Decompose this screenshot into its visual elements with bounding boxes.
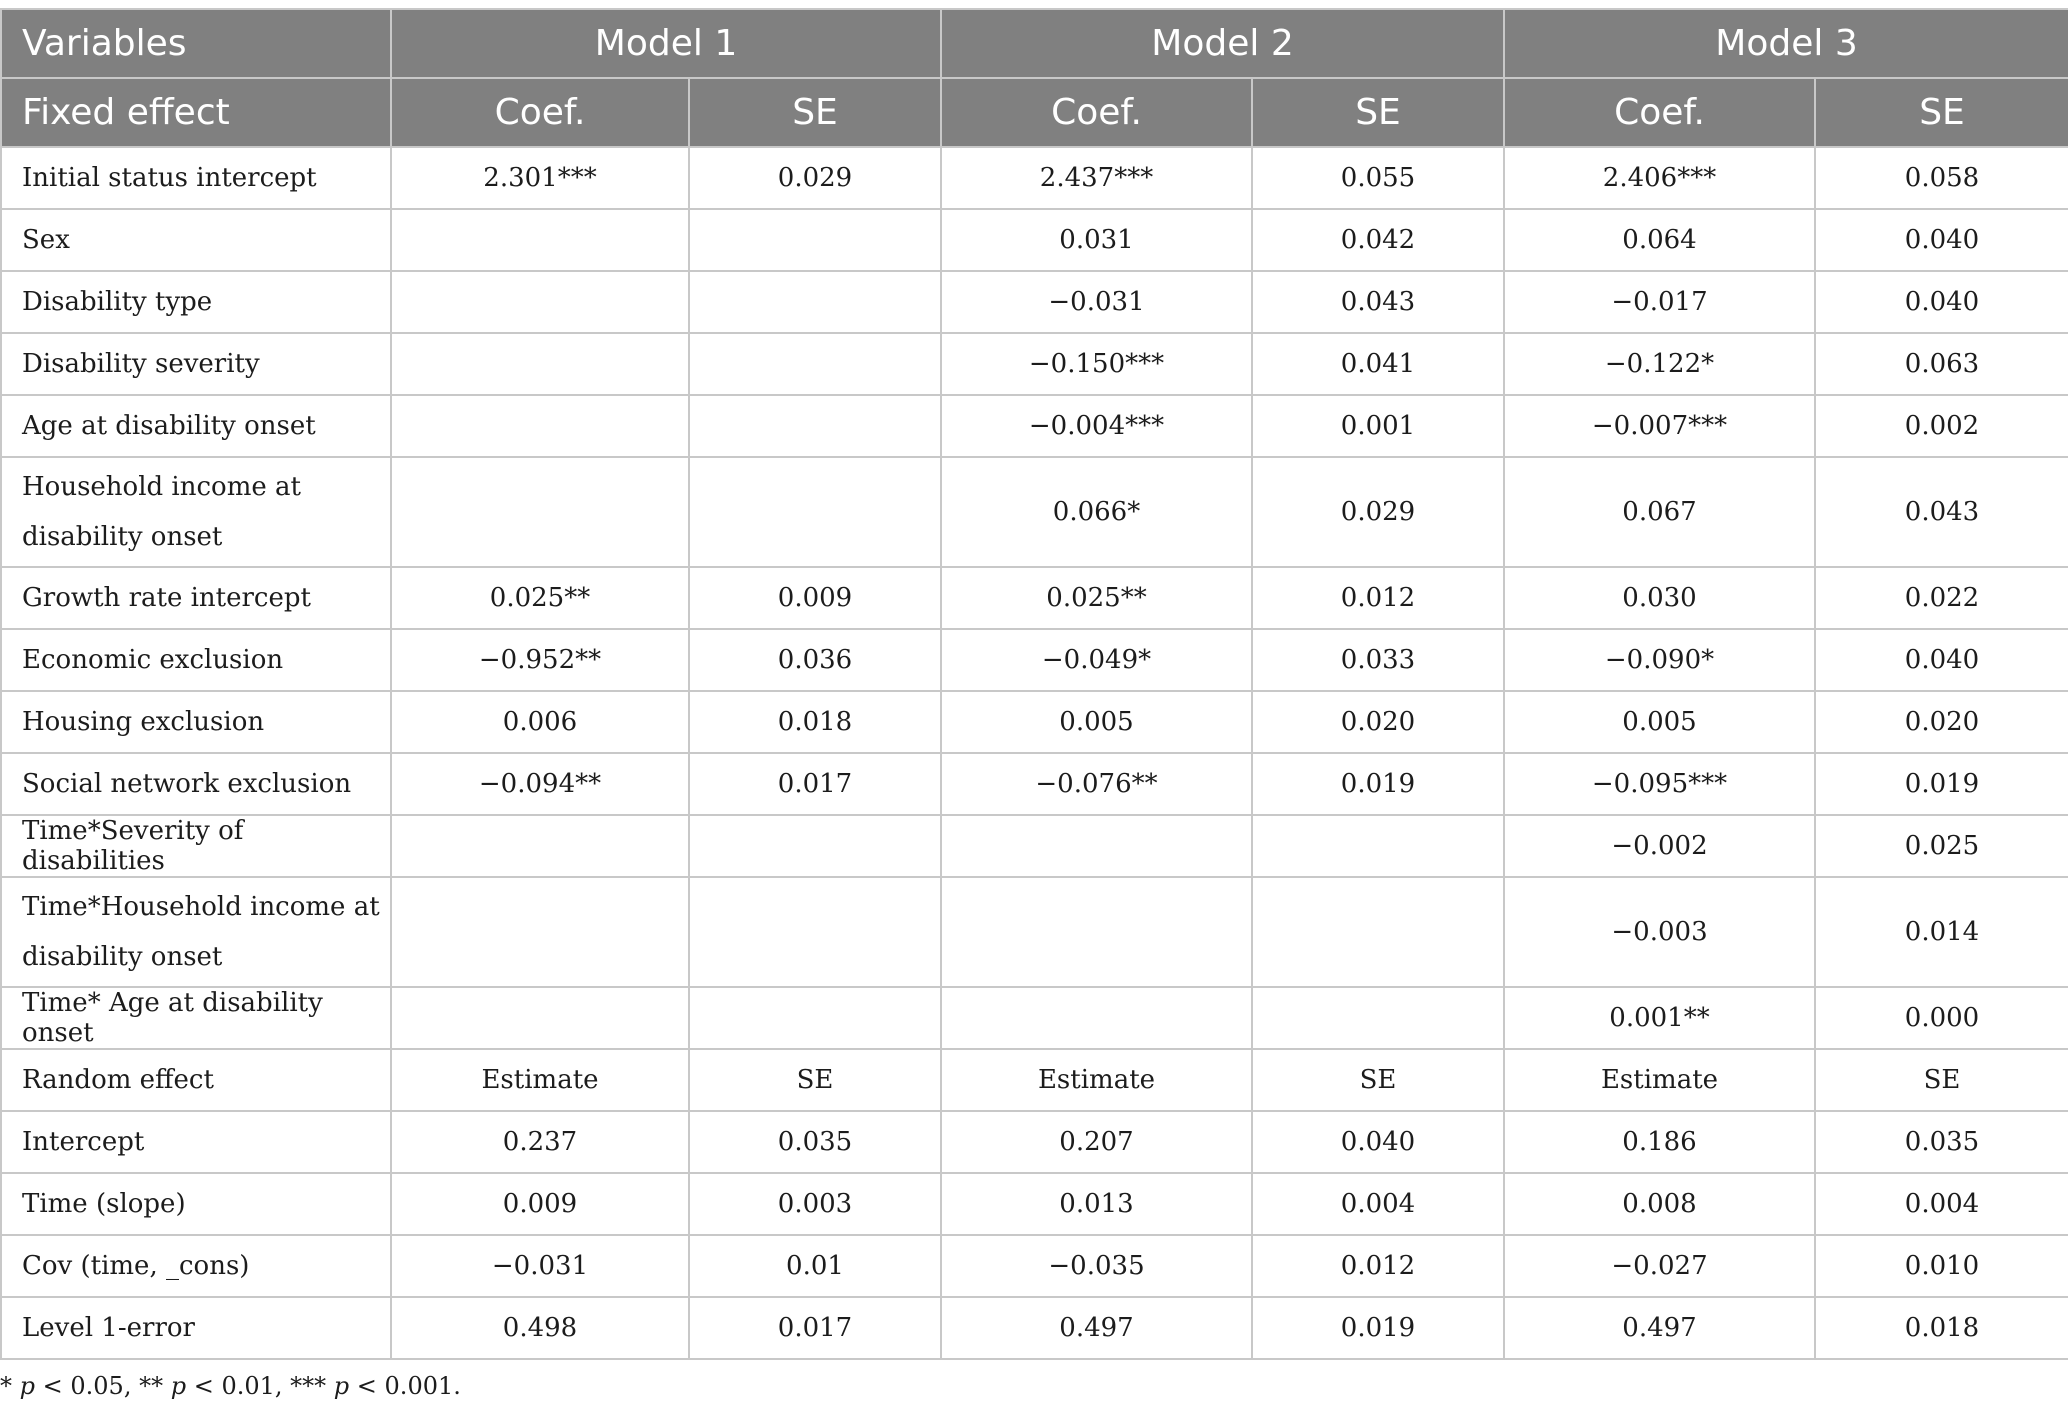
se-cell: 0.017 [689, 1297, 941, 1359]
se-cell: 0.002 [1815, 395, 2068, 457]
table-header [1, 9, 2068, 147]
se-cell: 0.019 [1815, 753, 2068, 815]
se-cell [689, 333, 941, 395]
coef-cell: −0.027 [1504, 1235, 1815, 1297]
se-cell: SE [689, 1049, 941, 1111]
se-cell [1252, 987, 1504, 1049]
table-row [1, 1049, 2068, 1111]
coef-cell: 0.025** [941, 567, 1252, 629]
se-cell: 0.012 [1252, 567, 1504, 629]
row-label: Growth rate intercept [1, 567, 391, 629]
se-cell: 0.000 [1815, 987, 2068, 1049]
se-cell [689, 271, 941, 333]
coef-cell: −0.035 [941, 1235, 1252, 1297]
se-cell [1252, 877, 1504, 987]
row-label: Time* Age at disability onset [1, 987, 391, 1049]
coef-cell: −0.094** [391, 753, 689, 815]
coef-cell: −0.004*** [941, 395, 1252, 457]
coef-cell: Estimate [941, 1049, 1252, 1111]
coef-cell: Estimate [1504, 1049, 1815, 1111]
header-coef: Coef. [1504, 78, 1815, 147]
se-cell: 0.014 [1815, 877, 2068, 987]
coef-cell [391, 209, 689, 271]
header-fixed-effect: Fixed effect [1, 78, 391, 147]
se-cell: 0.020 [1815, 691, 2068, 753]
se-cell: 0.029 [689, 147, 941, 209]
table-row [1, 333, 2068, 395]
se-cell: 0.063 [1815, 333, 2068, 395]
coef-cell: −0.002 [1504, 815, 1815, 877]
se-cell: 0.058 [1815, 147, 2068, 209]
header-se: SE [1252, 78, 1504, 147]
coef-cell: 2.437*** [941, 147, 1252, 209]
row-label: Time (slope) [1, 1173, 391, 1235]
table-row [1, 1235, 2068, 1297]
table-row [1, 691, 2068, 753]
se-cell: 0.041 [1252, 333, 1504, 395]
se-cell: 0.009 [689, 567, 941, 629]
se-cell [689, 457, 941, 567]
footnote-part: < 0.05, ** [35, 1372, 171, 1400]
coef-cell: −0.076** [941, 753, 1252, 815]
coef-cell: 0.025** [391, 567, 689, 629]
header-coef: Coef. [941, 78, 1252, 147]
coef-cell [391, 877, 689, 987]
coef-cell: −0.031 [941, 271, 1252, 333]
se-cell: 0.040 [1815, 271, 2068, 333]
row-label: Intercept [1, 1111, 391, 1173]
row-label: Sex [1, 209, 391, 271]
coef-cell: −0.007*** [1504, 395, 1815, 457]
se-cell: 0.025 [1815, 815, 2068, 877]
header-se: SE [1815, 78, 2068, 147]
coef-cell: 2.406*** [1504, 147, 1815, 209]
se-cell [689, 815, 941, 877]
coef-cell [391, 987, 689, 1049]
coef-cell: 0.006 [391, 691, 689, 753]
coef-cell [941, 877, 1252, 987]
se-cell: 0.004 [1815, 1173, 2068, 1235]
se-cell: 0.010 [1815, 1235, 2068, 1297]
table-row [1, 147, 2068, 209]
coef-cell: 0.066* [941, 457, 1252, 567]
coef-cell: 0.008 [1504, 1173, 1815, 1235]
coef-cell: 0.005 [941, 691, 1252, 753]
table-row [1, 1173, 2068, 1235]
coef-cell: 0.498 [391, 1297, 689, 1359]
coef-cell: −0.017 [1504, 271, 1815, 333]
footnote-part: < 0.001. [349, 1372, 461, 1400]
row-label: Initial status intercept [1, 147, 391, 209]
se-cell: 0.004 [1252, 1173, 1504, 1235]
coef-cell [391, 395, 689, 457]
se-cell: 0.040 [1815, 629, 2068, 691]
header-variables: Variables [1, 9, 391, 78]
se-cell: 0.01 [689, 1235, 941, 1297]
table-row [1, 271, 2068, 333]
row-label: Household income at disability onset [1, 457, 391, 567]
row-label: Social network exclusion [1, 753, 391, 815]
coef-cell: 0.013 [941, 1173, 1252, 1235]
se-cell: 0.043 [1815, 457, 2068, 567]
header-coef: Coef. [391, 78, 689, 147]
footnote-p: p [19, 1372, 36, 1400]
coef-cell: −0.952** [391, 629, 689, 691]
coef-cell: −0.003 [1504, 877, 1815, 987]
se-cell: 0.033 [1252, 629, 1504, 691]
coef-cell [391, 271, 689, 333]
coef-cell: −0.031 [391, 1235, 689, 1297]
se-cell: 0.020 [1252, 691, 1504, 753]
coef-cell: 0.031 [941, 209, 1252, 271]
se-cell: 0.042 [1252, 209, 1504, 271]
coef-cell: 0.497 [941, 1297, 1252, 1359]
header-row-columns [1, 78, 2068, 147]
coef-cell: −0.122* [1504, 333, 1815, 395]
row-label: Cov (time, _cons) [1, 1235, 391, 1297]
table-row [1, 877, 2068, 987]
header-se: SE [689, 78, 941, 147]
coef-cell: −0.090* [1504, 629, 1815, 691]
se-cell [689, 209, 941, 271]
header-model-2: Model 2 [941, 9, 1504, 78]
coef-cell: 0.207 [941, 1111, 1252, 1173]
coef-cell: 0.009 [391, 1173, 689, 1235]
table-body [1, 147, 2068, 1359]
row-label: Level 1-error [1, 1297, 391, 1359]
coef-cell: −0.095*** [1504, 753, 1815, 815]
se-cell: 0.040 [1815, 209, 2068, 271]
se-cell: 0.019 [1252, 1297, 1504, 1359]
coef-cell [391, 333, 689, 395]
se-cell: 0.018 [689, 691, 941, 753]
se-cell: 0.043 [1252, 271, 1504, 333]
table-row [1, 1111, 2068, 1173]
coef-cell: −0.049* [941, 629, 1252, 691]
row-label: Time*Household income at disability onset [1, 877, 391, 987]
coef-cell [391, 815, 689, 877]
table-row [1, 395, 2068, 457]
footnote-p: p [170, 1372, 187, 1400]
regression-table [0, 8, 2068, 1360]
table-row [1, 457, 2068, 567]
row-label: Disability type [1, 271, 391, 333]
footnote-p: p [333, 1372, 350, 1400]
coef-cell: Estimate [391, 1049, 689, 1111]
se-cell: SE [1252, 1049, 1504, 1111]
se-cell: 0.055 [1252, 147, 1504, 209]
se-cell: 0.022 [1815, 567, 2068, 629]
coef-cell [941, 987, 1252, 1049]
row-label: Economic exclusion [1, 629, 391, 691]
coef-cell: 0.237 [391, 1111, 689, 1173]
header-model-1: Model 1 [391, 9, 941, 78]
se-cell: 0.001 [1252, 395, 1504, 457]
table-row [1, 815, 2068, 877]
se-cell: 0.017 [689, 753, 941, 815]
row-label: Random effect [1, 1049, 391, 1111]
coef-cell [941, 815, 1252, 877]
coef-cell: 0.186 [1504, 1111, 1815, 1173]
row-label: Time*Severity of disabilities [1, 815, 391, 877]
footnote-part: * [0, 1372, 20, 1400]
se-cell: 0.035 [689, 1111, 941, 1173]
se-cell: 0.019 [1252, 753, 1504, 815]
se-cell [689, 395, 941, 457]
table-row [1, 629, 2068, 691]
se-cell [689, 877, 941, 987]
table-row [1, 753, 2068, 815]
coef-cell: 0.067 [1504, 457, 1815, 567]
se-cell: 0.018 [1815, 1297, 2068, 1359]
se-cell: 0.036 [689, 629, 941, 691]
table-row [1, 1297, 2068, 1359]
coef-cell: 0.030 [1504, 567, 1815, 629]
se-cell: 0.003 [689, 1173, 941, 1235]
row-label: Disability severity [1, 333, 391, 395]
coef-cell: 0.064 [1504, 209, 1815, 271]
header-row-models [1, 9, 2068, 78]
table-row [1, 987, 2068, 1049]
se-cell [689, 987, 941, 1049]
row-label: Age at disability onset [1, 395, 391, 457]
regression-table-container [0, 8, 2068, 1360]
coef-cell: −0.150*** [941, 333, 1252, 395]
row-label: Housing exclusion [1, 691, 391, 753]
se-cell [1252, 815, 1504, 877]
se-cell: 0.040 [1252, 1111, 1504, 1173]
coef-cell: 0.001** [1504, 987, 1815, 1049]
se-cell: 0.012 [1252, 1235, 1504, 1297]
footnote [0, 1372, 461, 1400]
table-row [1, 209, 2068, 271]
se-cell: 0.035 [1815, 1111, 2068, 1173]
coef-cell: 0.497 [1504, 1297, 1815, 1359]
table-row [1, 567, 2068, 629]
coef-cell [391, 457, 689, 567]
se-cell: 0.029 [1252, 457, 1504, 567]
coef-cell: 0.005 [1504, 691, 1815, 753]
footnote-part: < 0.01, *** [186, 1372, 334, 1400]
header-model-3: Model 3 [1504, 9, 2068, 78]
se-cell: SE [1815, 1049, 2068, 1111]
coef-cell: 2.301*** [391, 147, 689, 209]
